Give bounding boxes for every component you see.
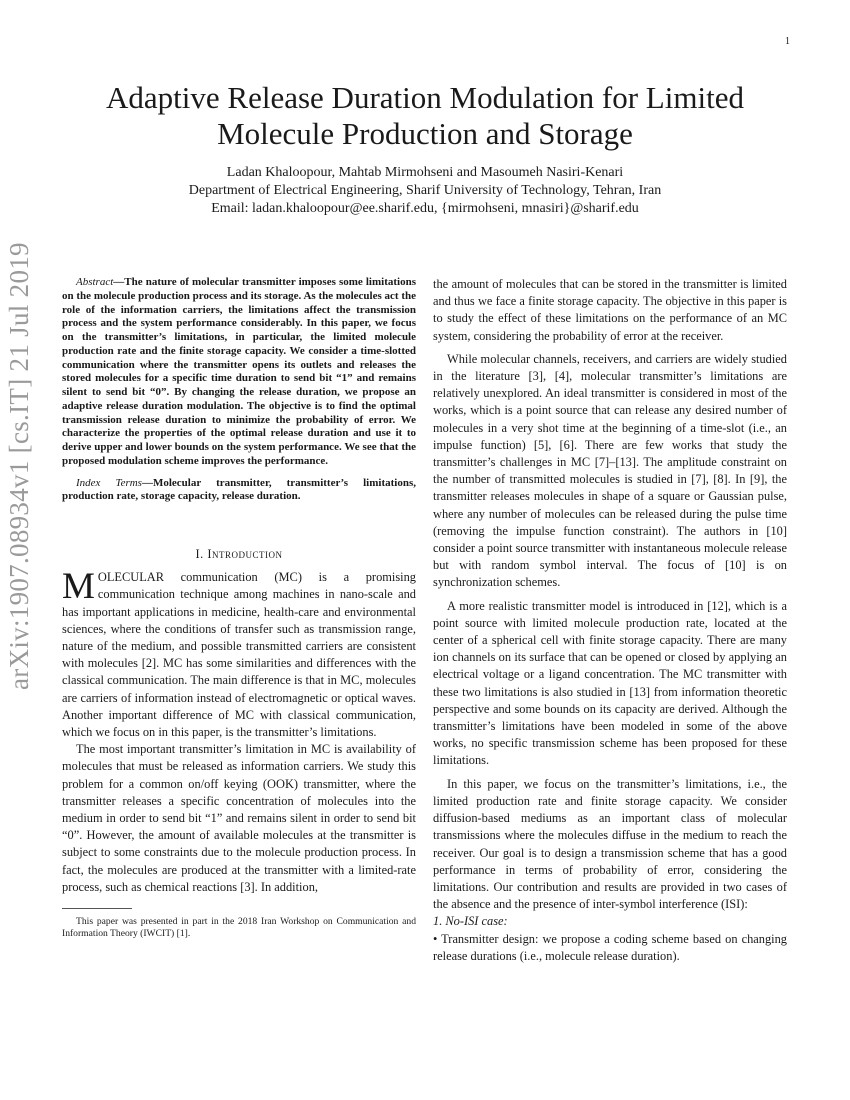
page-number: 1 — [785, 36, 790, 47]
right-column — [433, 276, 787, 965]
intro-paragraph-1-text: OLECULAR communication (MC) is a promising communication technique among machines in nano-scale and has important applications in medicine, health-care and environmental sciences, where the conditions of transfer such as transmission range, nature of the medium, and possible transmitted carriers are consistent with molecules [2]. MC has some similarities and differences with the classical communication. The main difference is that in MC, molecules are carriers of information instead of electromagnetic or optical waves. Another important difference of MC with classical communication, which we focus on in this paper, is the transmitter’s limitations. — [62, 570, 416, 740]
paper-title: Adaptive Release Duration Modulation for Limited Molecule Production and Storage — [106, 80, 744, 151]
index-terms-text: —Molecular transmitter, transmitter’s limitations, production rate, storage capacity, release duration. — [62, 476, 416, 503]
section-heading-introduction: I. Introduction — [195, 547, 283, 561]
abstract — [62, 276, 416, 469]
body-paragraph-related-work: While molecular channels, receivers, and carriers are widely studied in the literature [3], [4], molecular transmitter’s limitations are relatively unexplored. An ideal transmitter is considered in most of the works, which is a point source that can release any desired number of molecules in a very shot time at the beginning of a time-slot (i.e., an impulse function) [5], [6]. There are few works that study the transmitter’s challenges in MC [7]–[13]. The amplitude constraint on the number of transmitted molecules is studied in [7], [8]. In [9], the transmitter releases molecules in shape of a square or Gaussian pulse, where any number of molecules can be released during the pulse time (removing the impulse function constraint). The authors in [10] consider a point source transmitter with instantaneous molecule release but with random symbol interval. The focus of [10] is on synchronization schemes. — [433, 351, 787, 590]
left-column — [62, 276, 416, 940]
arxiv-identifier-stamp: arXiv:1907.08934v1 [cs.IT] 21 Jul 2019 — [4, 242, 34, 690]
intro-paragraph-2: The most important transmitter’s limitation in MC is availability of molecules that must be released as information carriers. We study this problem for a common on/off keying (OOK) transmitter, where the transmitter releases a specific concentration of molecules into the medium in order to send bit “1” and remains silent in order to send bit “0”. However, the amount of available molecules at the transmitter is subject to some constraints due to the molecule production process. In fact, the molecules are produced at the transmitter with a limited-rate process, such as chemical reactions [3]. In addition, — [62, 742, 416, 894]
author-affiliation: Department of Electrical Engineering, Sharif University of Technology, Tehran, Iran — [188, 183, 662, 198]
abstract-text: —The nature of molecular transmitter imposes some limitations on the molecule production process and its storage. As the molecules act the role of the information carriers, the limitations affect the transmission process and the system performance considerably. In this paper, we focus on the transmitter’s limitations, in particular, the limited molecule production rate and the finite storage capacity. We consider a time-slotted communication where the transmitter opens its outlets and releases the stored molecules for a specific time duration to send bit “1” and remains silent to send bit “0”. By changing the release duration, we propose an adaptive release duration modulation. The objective is to find the optimal transmission release duration to minimize the probability of error. We characterize the properties of the optimal release duration and use it to derive upper and lower bounds on the system performance. We see that the proposed modulation scheme improves the performance. — [62, 276, 416, 467]
abstract-lead: Abstract — [76, 276, 114, 288]
author-list: Ladan Khaloopour, Mahtab Mirmohseni and Masoumeh Nasiri-Kenari — [226, 165, 624, 180]
subsection-no-isi: 1. No-ISI case: — [433, 914, 508, 929]
intro-paragraph-1 — [62, 566, 416, 741]
title-block — [60, 80, 790, 218]
author-email: Email: ladan.khaloopour@ee.sharif.edu, {mirmohseni, mnasiri}@sharif.edu — [211, 201, 639, 216]
footnote: This paper was presented in part in the 2018 Iran Workshop on Communication and Information Theory (IWCIT) [1]. — [62, 916, 416, 940]
body-paragraph-continued: the amount of molecules that can be stored in the transmitter is limited and thus we face a finite storage capacity. The objective in this paper is to study the effect of these limitations on the performance of an MC system, considering the probability of error at the receiver. — [433, 277, 787, 343]
drop-cap: M — [62, 566, 95, 608]
footnote-divider — [62, 908, 132, 909]
body-paragraph-realistic-model: A more realistic transmitter model is introduced in [12], which is a point source with limited molecule production rate, located at the center of a spherical cell with finite storage capacity. There are many ion channels on its surface that can be opened or closed by applying an electrical voltage or a ligand concentration. The MC transmitter with these two limitations is also studied in [13] from information theoretic perspective and some bounds on its capacity are derived. Although the transmitter’s limitations have been modeled in some of the above works, no specific transmission scheme has been proposed for these limitations. — [433, 598, 787, 768]
body-paragraph-contributions: In this paper, we focus on the transmitter’s limitations, i.e., the limited production rate and finite storage capacity. We consider diffusion-based mediums as an important class of molecular transmissions where the molecules diffuse in the medium to reach the receiver. Our goal is to design a transmission scheme that has a good performance in terms of probability of error, considering the limitations. Our contribution and results are provided in two cases of the absence and the presence of inter-symbol interference (ISI): — [433, 776, 787, 912]
bullet-transmitter-design: • Transmitter design: we propose a coding scheme based on changing release durations (i.e., molecule release duration). — [433, 931, 787, 963]
index-terms — [62, 477, 416, 505]
index-terms-lead: Index Terms — [76, 476, 142, 489]
